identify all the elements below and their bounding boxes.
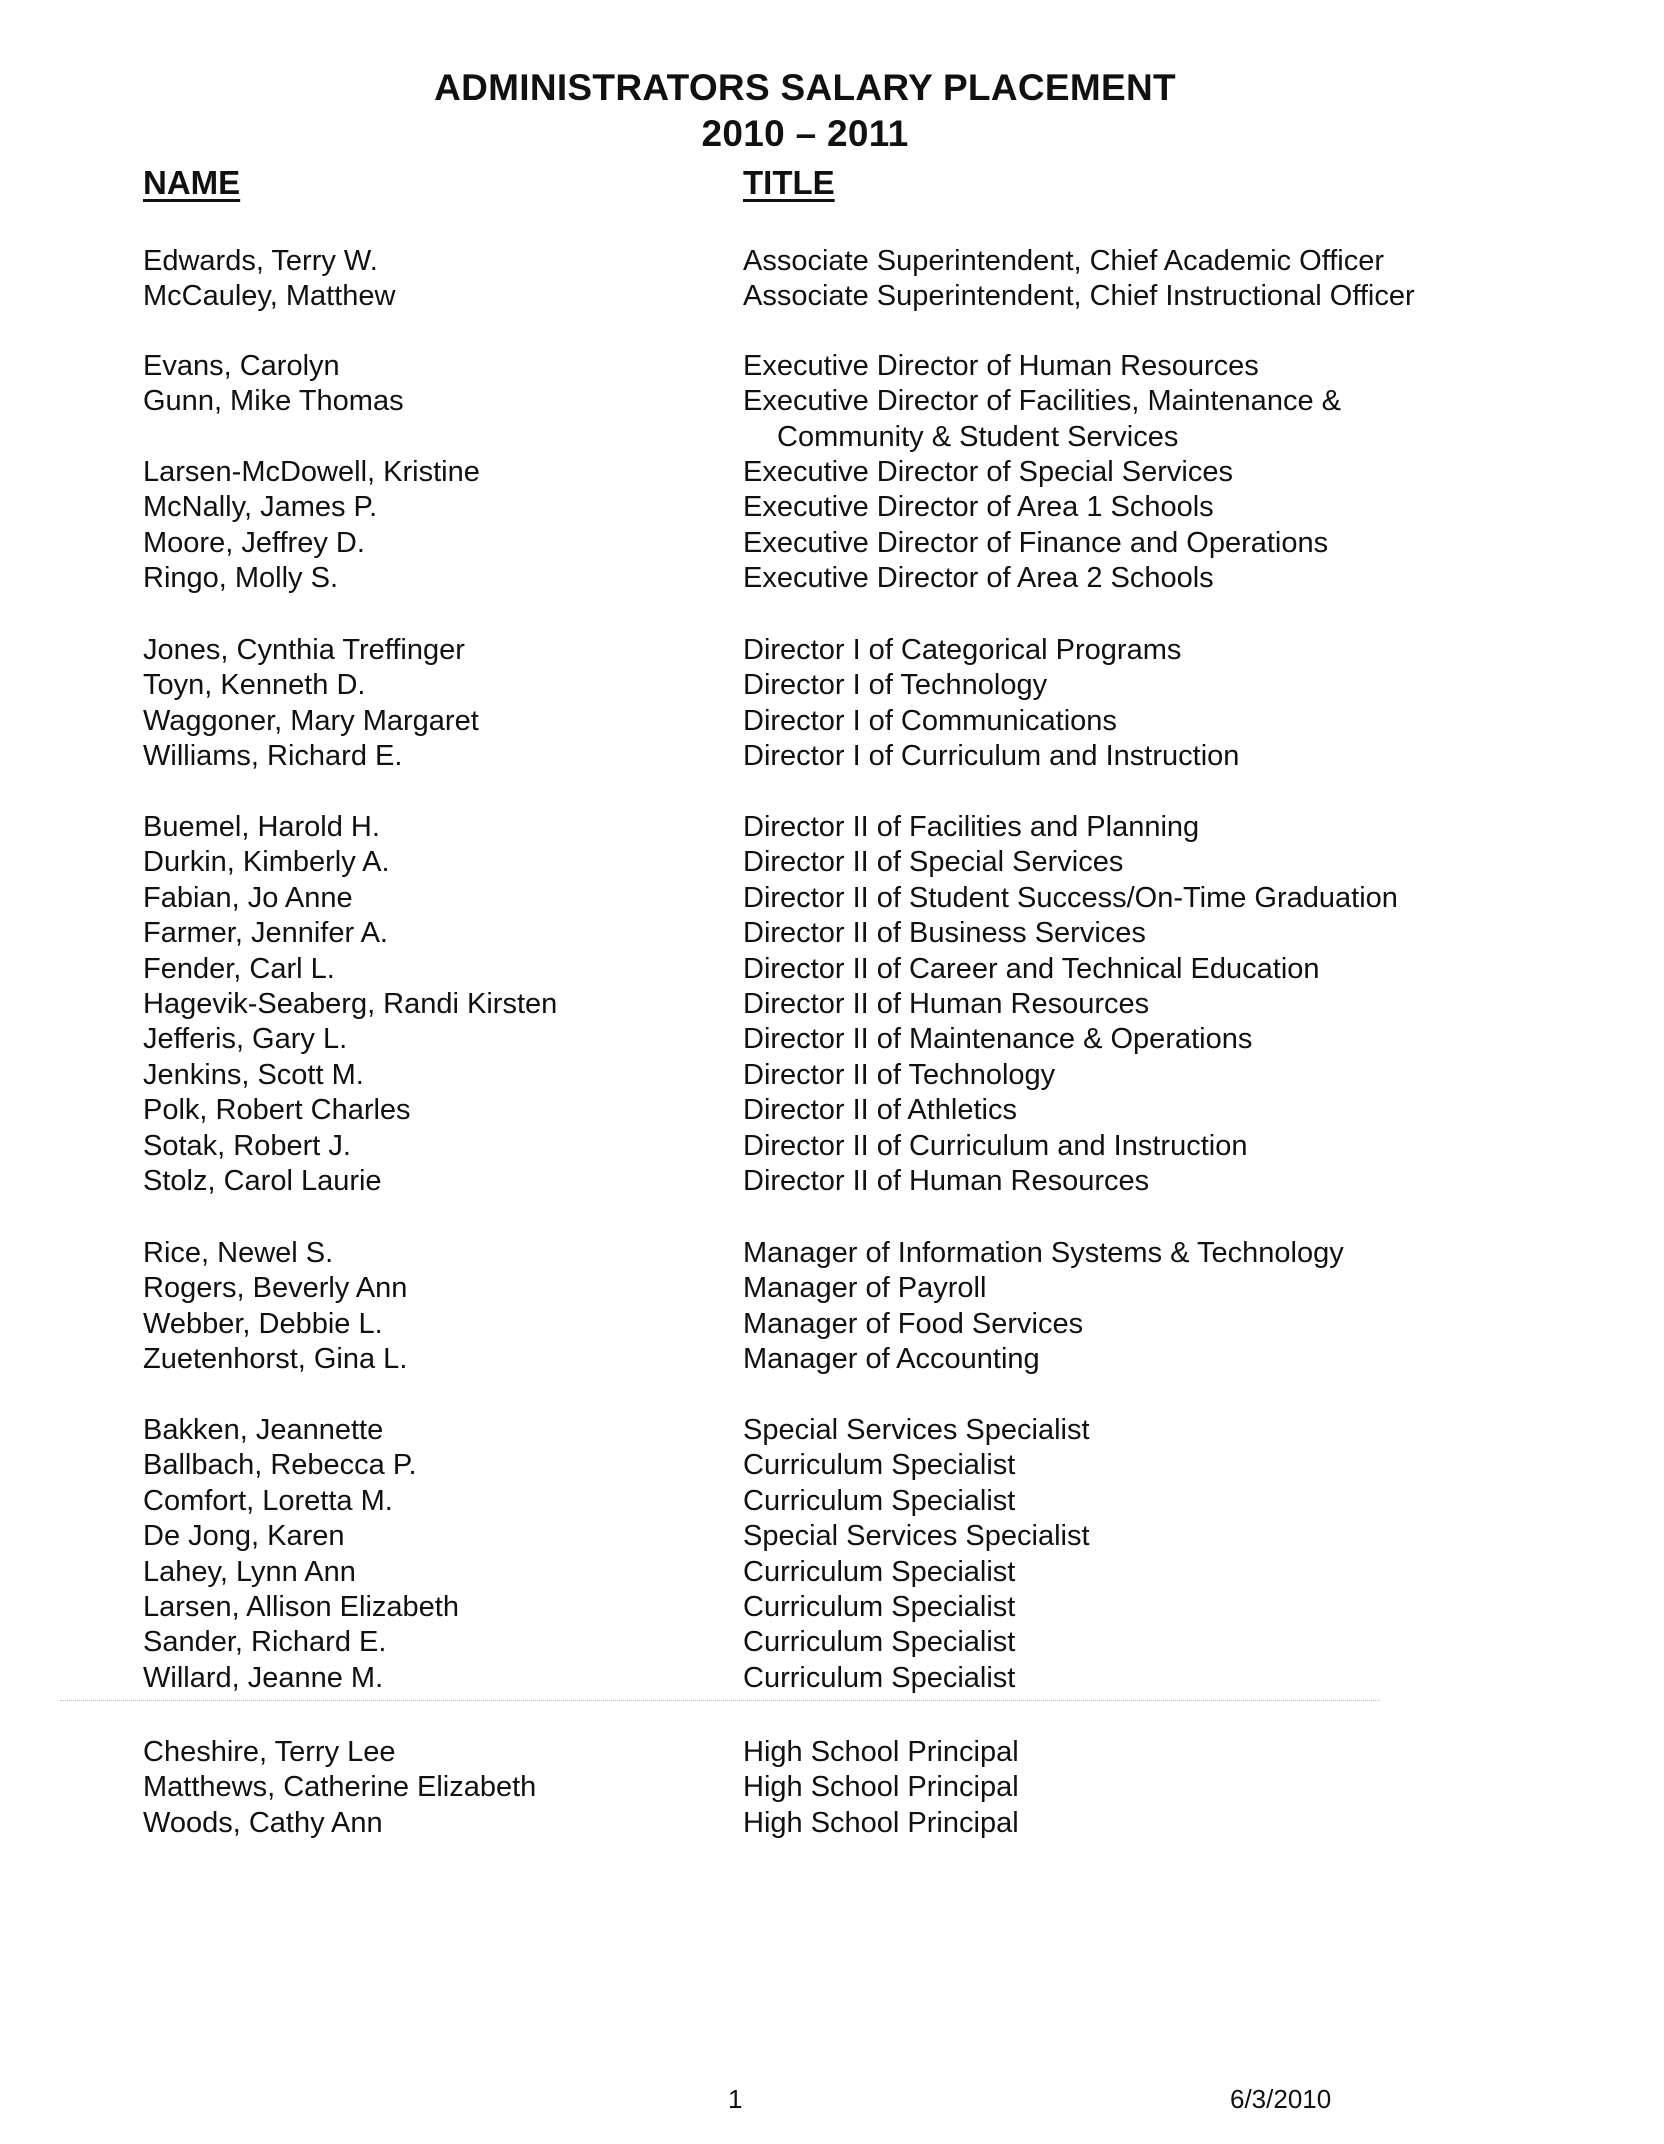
entry-name: Hagevik-Seaberg, Randi Kirsten [143, 988, 558, 1020]
entry-name: Jenkins, Scott M. [143, 1058, 364, 1091]
entry-title: Special Services Specialist [743, 1520, 1090, 1553]
entry-name: Fender, Carl L. [143, 952, 335, 985]
entry-name: Comfort, Loretta M. [143, 1484, 393, 1517]
entry-name: Polk, Robert Charles [143, 1094, 411, 1127]
entry-title: Manager of Information Systems & Technology [743, 1237, 1344, 1269]
entry-title: Curriculum Specialist [743, 1555, 1016, 1588]
entry-title: Manager of Accounting [743, 1343, 1040, 1376]
entry-name: Jefferis, Gary L. [143, 1023, 348, 1056]
entry-title: Executive Director of Special Services [743, 456, 1233, 488]
entry-name: Fabian, Jo Anne [143, 881, 353, 914]
entry-title: Special Services Specialist [743, 1414, 1090, 1446]
entry-title: Director II of Student Success/On-Time Graduation [743, 881, 1398, 914]
entry-name: Zuetenhorst, Gina L. [143, 1343, 408, 1376]
entry-title: Curriculum Specialist [743, 1449, 1016, 1482]
entry-name: Moore, Jeffrey D. [143, 526, 365, 559]
entry-name: Edwards, Terry W. [143, 245, 378, 277]
entry-title: Associate Superintendent, Chief Instructional Officer [743, 280, 1415, 313]
entry-title: Director I of Communications [743, 704, 1117, 737]
entry-name: Woods, Cathy Ann [143, 1806, 383, 1839]
entry-title: Curriculum Specialist [743, 1626, 1016, 1659]
entry-name: Jones, Cynthia Treffinger [143, 634, 465, 666]
entry-name: Durkin, Kimberly A. [143, 846, 390, 879]
entry-title: Executive Director of Finance and Operations [743, 526, 1329, 559]
entry-title: Director II of Business Services [743, 917, 1146, 950]
document-year: 2010 – 2011 [701, 113, 909, 154]
entry-name: Ballbach, Rebecca P. [143, 1449, 417, 1482]
entry-name: Cheshire, Terry Lee [143, 1736, 396, 1768]
entry-title: Director II of Career and Technical Education [743, 952, 1320, 985]
entry-title: Manager of Payroll [743, 1272, 987, 1305]
entry-title: Director II of Facilities and Planning [743, 811, 1200, 843]
entry-name: Waggoner, Mary Margaret [143, 704, 479, 737]
entry-title: Executive Director of Area 1 Schools [743, 491, 1214, 524]
entry-name: Bakken, Jeannette [143, 1414, 384, 1446]
entry-name: Webber, Debbie L. [143, 1307, 383, 1340]
entry-name: Rice, Newel S. [143, 1237, 334, 1269]
entry-name: De Jong, Karen [143, 1520, 345, 1553]
entry-title: Director II of Athletics [743, 1094, 1017, 1127]
entry-title: Curriculum Specialist [743, 1484, 1016, 1517]
entry-name: Rogers, Beverly Ann [143, 1272, 408, 1305]
entry-name: Larsen, Allison Elizabeth [143, 1591, 459, 1623]
entry-title: Director II of Special Services [743, 846, 1124, 879]
entry-title: Curriculum Specialist [743, 1661, 1016, 1694]
entry-name: Williams, Richard E. [143, 740, 403, 773]
entry-title: Executive Director of Human Resources [743, 350, 1259, 382]
entry-title: High School Principal [743, 1771, 1019, 1804]
entry-name: Buemel, Harold H. [143, 811, 380, 843]
dotted-divider [60, 1700, 1380, 1701]
entry-title: Director I of Categorical Programs [743, 634, 1182, 666]
entry-title: Director II of Maintenance & Operations [743, 1023, 1253, 1056]
entry-name: Ringo, Molly S. [143, 562, 339, 595]
entry-title: High School Principal [743, 1806, 1019, 1839]
entry-title: Director I of Technology [743, 669, 1048, 702]
entry-name: McNally, James P. [143, 491, 378, 524]
entry-name: Farmer, Jennifer A. [143, 917, 388, 950]
entry-title: Associate Superintendent, Chief Academic Officer [743, 245, 1385, 277]
entry-name: Toyn, Kenneth D. [143, 669, 366, 702]
entry-title: Director II of Human Resources [743, 988, 1150, 1020]
entry-name: Evans, Carolyn [143, 350, 340, 382]
entry-title: Director I of Curriculum and Instruction [743, 740, 1240, 773]
entry-name: Sotak, Robert J. [143, 1129, 351, 1162]
entry-name: Matthews, Catherine Elizabeth [143, 1771, 537, 1804]
document-title: ADMINISTRATORS SALARY PLACEMENT [434, 67, 1176, 108]
entry-title: Executive Director of Facilities, Maintenance & [743, 385, 1341, 418]
column-header-name: NAME [143, 164, 241, 201]
entry-title: Director II of Curriculum and Instruction [743, 1129, 1248, 1162]
entry-title: Executive Director of Area 2 Schools [743, 562, 1214, 595]
entry-name: Gunn, Mike Thomas [143, 385, 404, 418]
footer-date: 6/3/2010 [1230, 2084, 1332, 2114]
entry-name: Sander, Richard E. [143, 1626, 387, 1659]
entry-title-continuation: Community & Student Services [777, 420, 1179, 453]
entry-name: McCauley, Matthew [143, 280, 396, 313]
entry-title: Director II of Human Resources [743, 1165, 1150, 1197]
entry-title: Manager of Food Services [743, 1307, 1084, 1340]
page-number: 1 [728, 2084, 743, 2114]
entry-name: Larsen-McDowell, Kristine [143, 456, 480, 488]
entry-title: Curriculum Specialist [743, 1591, 1016, 1623]
entry-name: Stolz, Carol Laurie [143, 1165, 382, 1197]
column-header-title: TITLE [743, 164, 835, 201]
entry-title: Director II of Technology [743, 1058, 1056, 1091]
entry-title: High School Principal [743, 1736, 1019, 1768]
entry-name: Willard, Jeanne M. [143, 1661, 384, 1694]
entry-name: Lahey, Lynn Ann [143, 1555, 356, 1588]
